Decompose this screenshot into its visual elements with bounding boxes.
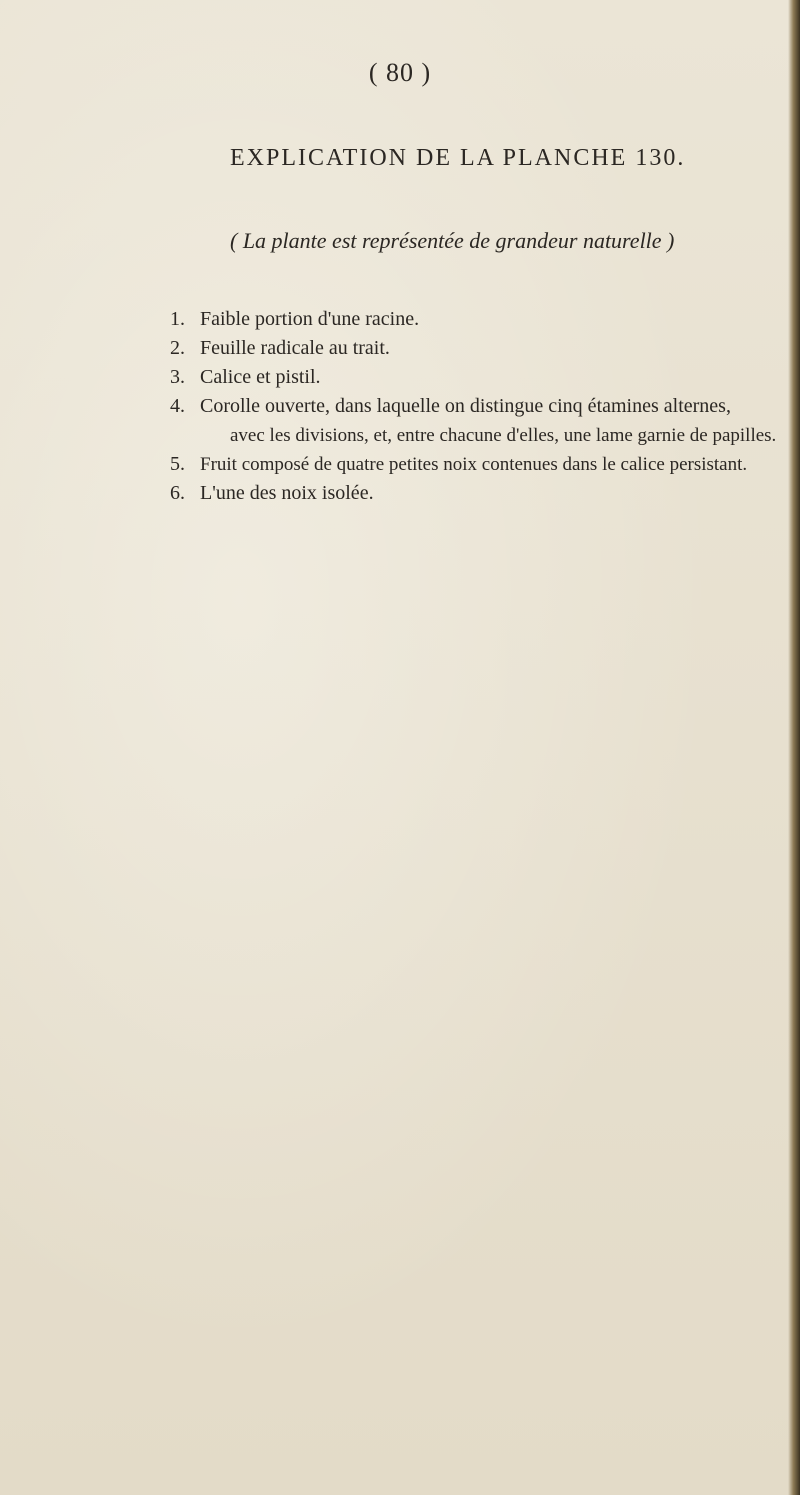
legend-item [170,479,790,508]
legend-item-continuation: avec les divisions, et, entre chacune d'elles, une lame garnie de papilles. [230,425,777,446]
legend-item-text: Faible portion d'une racine. [200,308,420,330]
page-edge [788,0,800,1495]
legend-item-number: 5. [170,453,185,475]
plate-legend-list [170,305,790,508]
legend-item-number: 3. [170,366,185,388]
legend-item-text: Fruit composé de quatre petites noix contenues dans le calice persistant. [200,454,748,475]
page-number: ( 80 ) [368,58,432,87]
legend-item-number: 1. [170,308,185,330]
legend-item-text: Corolle ouverte, dans laquelle on distingue cinq étamines alternes, [200,395,731,417]
legend-item-number: 4. [170,395,185,417]
legend-item-text: Calice et pistil. [200,366,321,388]
legend-item-number: 6. [170,482,185,504]
legend-item-number: 2. [170,337,185,359]
legend-item [170,392,790,450]
page-title: EXPLICATION DE LA PLANCHE 130. [230,145,686,171]
legend-item [170,450,790,479]
page-subtitle: ( La plante est représentée de grandeur naturelle ) [230,228,675,253]
legend-item [170,305,790,334]
legend-item-text: Feuille radicale au trait. [200,337,390,359]
legend-item-text: L'une des noix isolée. [200,482,374,504]
legend-item [170,363,790,392]
legend-item [170,334,790,363]
